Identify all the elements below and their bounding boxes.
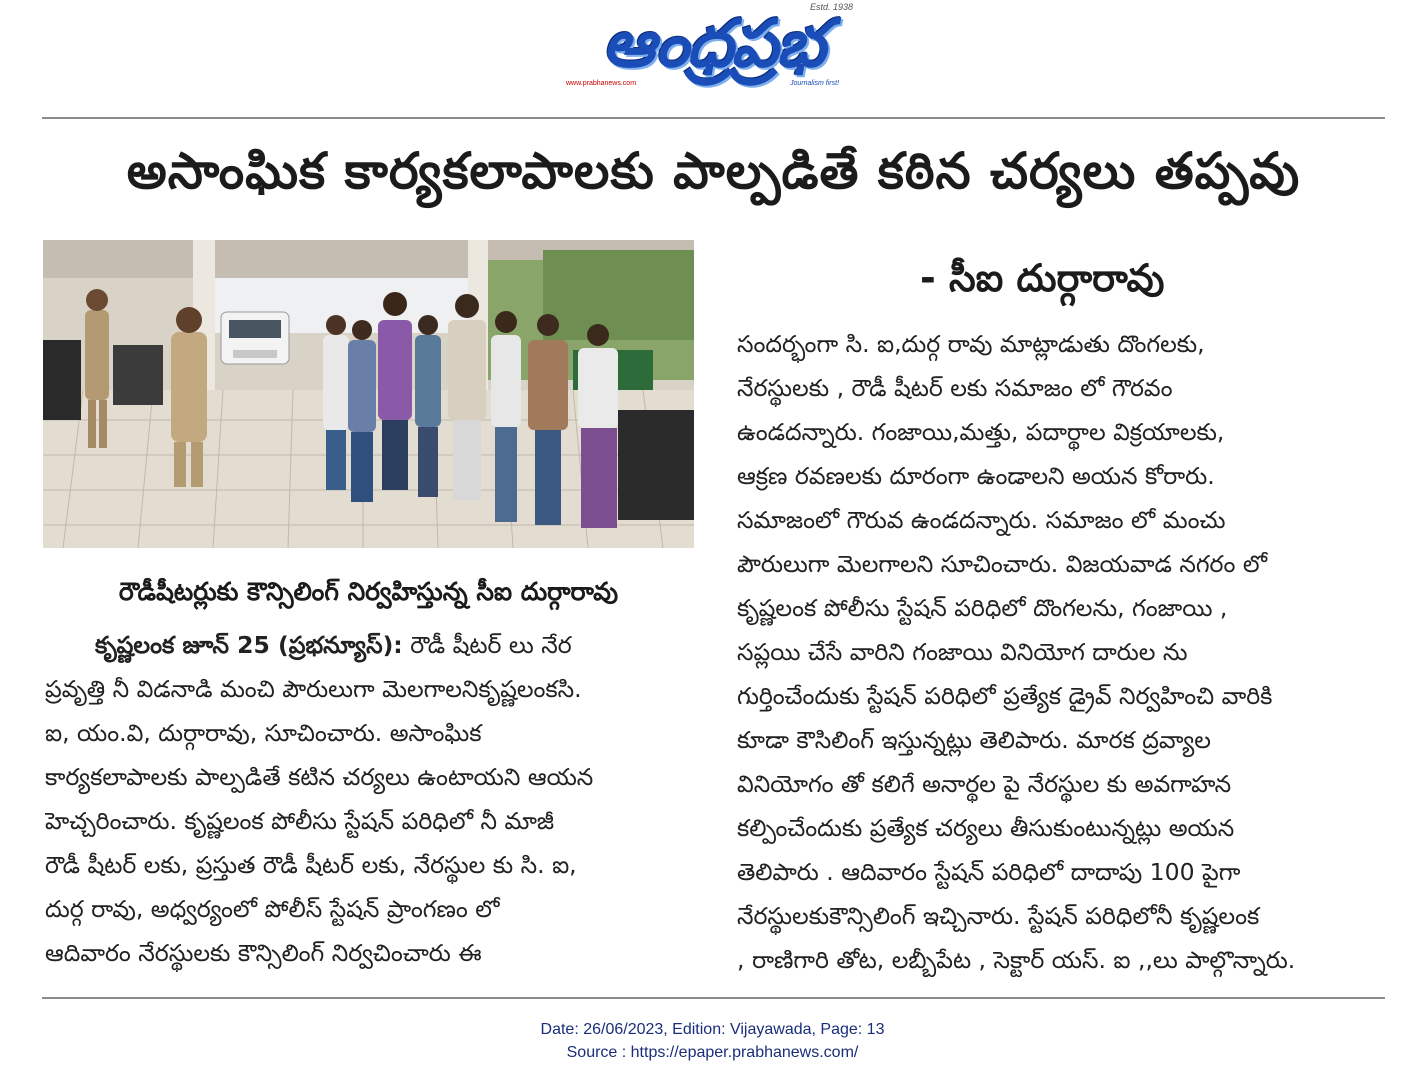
article-line: హెచ్చరించారు. కృష్ణలంక పోలీసు స్టేషన్ పరిధిలో నీ మాజీ bbox=[45, 807, 555, 835]
edition-date-line: Date: 26/06/2023, Edition: Vijayawada, Page: 13 bbox=[540, 1021, 885, 1038]
article-line: కృష్ణలంక పోలీసు స్టేషన్ పరిధిలో దొంగలను, గంజాయి , bbox=[737, 594, 1228, 622]
article-line: తెలిపారు . ఆదివారం స్టేషన్ పరిధిలో దాదాపు 100 పైగా bbox=[737, 858, 1241, 886]
article-line: ఆదివారం నేరస్థులకు కౌన్సిలింగ్ నిర్వచించారు ఈ bbox=[45, 939, 482, 967]
photo-caption: రౌడీషీటర్లుకు కౌన్సిలింగ్ నిర్వహిస్తున్న సీఐ దుర్గారావు bbox=[118, 577, 619, 606]
article-line: , రాణిగారి తోట, లబ్బీపేట , సెక్టార్ యస్. ఐ ,,లు పాల్గొన్నారు. bbox=[737, 946, 1296, 974]
article-line: ఐ, యం.వి, దుర్గారావు, సూచించారు. అసాంఘిక bbox=[45, 719, 482, 747]
article-line: రౌడీ షీటర్ లకు, ప్రస్తుత రౌడీ షీటర్ లకు, నేరస్థుల కు సి. ఐ, bbox=[45, 851, 577, 879]
article-line: ప్రవృత్తి నీ విడనాడి మంచి పౌరులుగా మెలగాలనికృష్ణలంకసి. bbox=[45, 675, 582, 703]
article-line: నేరస్థులకు , రౌడీ షీటర్ లకు సమాజం లో గౌరవం bbox=[737, 374, 1173, 402]
article-line: వినియోగం తో కలిగే అనార్థల పై నేరస్థుల కు అవగాహన bbox=[737, 770, 1232, 798]
bottom-divider bbox=[42, 997, 1385, 999]
article-line: కూడా కౌసిలింగ్ ఇస్తున్నట్లు తెలిపారు. మారక ద్రవ్యాల bbox=[737, 726, 1211, 754]
article-body-left-column bbox=[45, 623, 693, 975]
top-divider bbox=[42, 117, 1385, 119]
source-line: Source : https://epaper.prabhanews.com/ bbox=[566, 1044, 859, 1061]
article-line: దుర్గ రావు, అధ్వర్యంలో పోలీస్ స్టేషన్ ప్రాంగణం లో bbox=[45, 895, 500, 923]
newspaper-logo: ఆంధ్రప్రభ bbox=[602, 5, 824, 82]
logo-url: www.prabhanews.com bbox=[566, 80, 637, 87]
article-line: ఆక్రణ రవణలకు దూరంగా ఉండాలని అయన కోరారు. bbox=[737, 462, 1215, 490]
article-line: సమాజంలో గౌరువ ఉండదన్నారు. సమాజం లో మంచు bbox=[737, 506, 1226, 534]
article-headline: అసాంఘిక కార్యకలాపాలకు పాల్పడితే కఠిన చర్యలు తప్పవు bbox=[126, 142, 1301, 200]
article-line: పౌరులుగా మెలగాలని సూచించారు. విజయవాడ నగరం లో bbox=[737, 550, 1268, 578]
article-photo bbox=[43, 240, 694, 548]
logo-tagline: Journalism first! bbox=[790, 80, 840, 87]
article-line: సందర్భంగా సి. ఐ,దుర్గ రావు మాట్లాడుతు దొంగలకు, bbox=[737, 330, 1205, 358]
article-line: ఉండదన్నారు. గంజాయి,మత్తు, పదార్థాల విక్రయాలకు, bbox=[737, 418, 1225, 446]
article-line: కల్పించేందుకు ప్రత్యేక చర్యలు తీసుకుంటున్నట్లు అయన bbox=[737, 814, 1235, 842]
article-body-right-column bbox=[737, 322, 1379, 982]
masthead bbox=[540, 2, 885, 94]
article-line: సప్లయి చేసే వారిని గంజాయి వినియోగ దారుల ను bbox=[737, 638, 1188, 666]
article-line: నేరస్థులకుకౌన్సిలింగ్ ఇచ్చినారు. స్టేషన్ పరిధిలోనీ కృష్ణలంక bbox=[737, 902, 1260, 930]
police-counselling-photo bbox=[43, 240, 694, 548]
article-text: రౌడీ షీటర్ లు నేర bbox=[402, 631, 572, 659]
footer bbox=[0, 1018, 1425, 1064]
article-line bbox=[45, 623, 693, 667]
article-line: గుర్తించేందుకు స్టేషన్ పరిధిలో ప్రత్యేక డ్రైవ్ నిర్వహించి వారికి bbox=[737, 682, 1273, 710]
article-byline: - సీఐ దుర్గారావు bbox=[920, 256, 1165, 300]
established-year: Estd. 1938 bbox=[810, 2, 854, 12]
article-line: కార్యకలాపాలకు పాల్పడితే కటిన చర్యలు ఉంటాయని ఆయన bbox=[45, 763, 594, 791]
dateline: కృష్ణలంక జూన్ 25 (ప్రభన్యూస్): bbox=[95, 631, 403, 659]
